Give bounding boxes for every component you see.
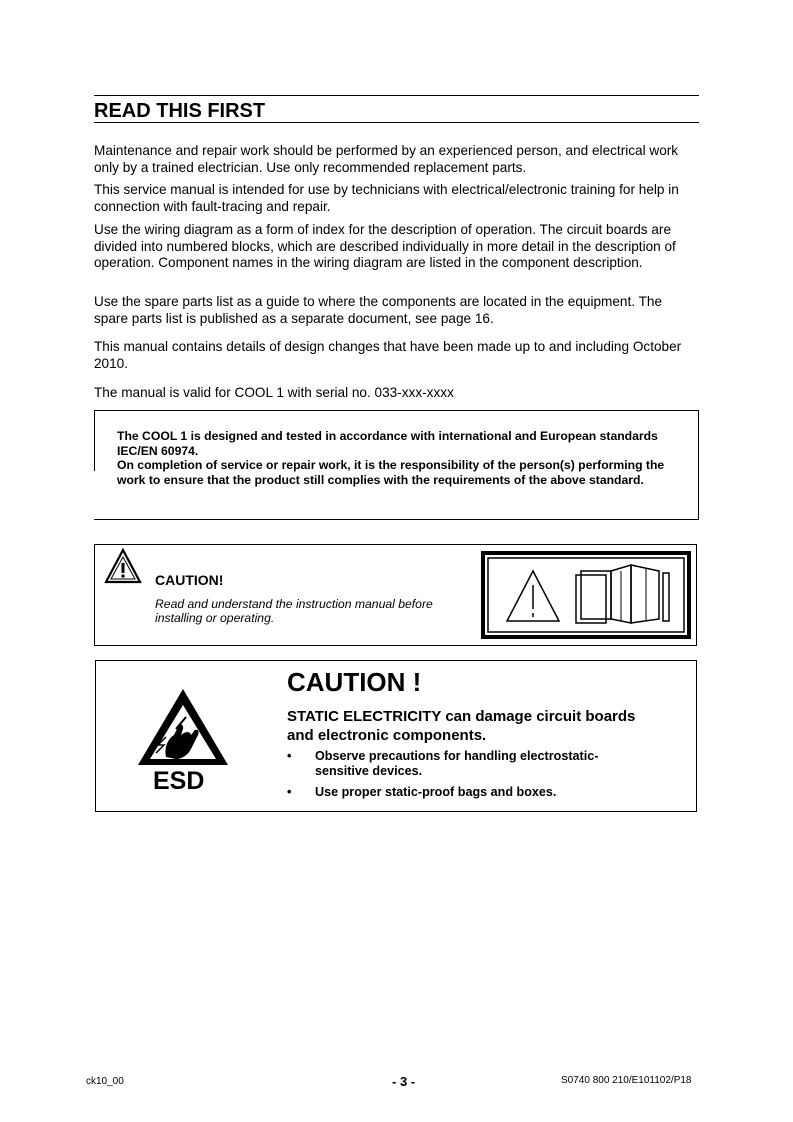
esd-box (95, 660, 697, 812)
paragraph-design-changes: This manual contains details of design changes that have been made up to and including October 2010. (94, 339, 682, 371)
top-rule (94, 95, 699, 96)
paragraph-spare-parts: Use the spare parts list as a guide to where the components are located in the equipment. The spare parts list is published as a separate document, see page 16. (94, 294, 663, 326)
paragraph-wiring-diagram: Use the wiring diagram as a form of index for the description of operation. The circuit boards are divided into numbered blocks, which are described individually in more detail in the description of operation. Component names in the wiring diagram are listed in the component description. (94, 222, 676, 270)
footer-page-number: - 3 - (392, 1074, 416, 1089)
paragraph-maintenance: Maintenance and repair work should be performed by an experienced person, and electrical work only by a trained electrician. Use only recommended replacement parts. (94, 143, 679, 175)
title-rule (94, 122, 699, 123)
esd-hand-icon (136, 687, 230, 767)
list-item (287, 749, 647, 778)
warning-triangle-icon (104, 548, 142, 584)
compliance-box (94, 410, 699, 520)
esd-subtitle: STATIC ELECTRICITY can damage circuit boards and electronic components. (287, 708, 636, 744)
compliance-standard: The COOL 1 is designed and tested in accordance with international and European standards IEC/EN 60974. (117, 429, 658, 458)
esd-label: ESD (153, 767, 205, 795)
footer-document-code: ck10_00 (86, 1076, 124, 1087)
bullet: • (287, 785, 292, 799)
bullet: • (287, 749, 292, 763)
list-item-text: Observe precautions for handling electrostatic-sensitive devices. (315, 749, 599, 778)
list-item-text: Use proper static-proof bags and boxes. (315, 785, 557, 799)
esd-precautions-list (287, 749, 647, 807)
caution-box (94, 544, 697, 646)
compliance-text (117, 429, 677, 488)
read-manual-icon (481, 551, 691, 639)
footer-reference: S0740 800 210/E101102/P18 (561, 1075, 692, 1086)
compliance-responsibility: On completion of service or repair work, it is the responsibility of the person(s) performing the work to ensure that the product still complies with the requirements of the above standard. (117, 458, 665, 488)
caution-text: Read and understand the instruction manual before installing or operating. (155, 597, 433, 626)
list-item (287, 785, 647, 800)
esd-caution-title: CAUTION ! (287, 667, 422, 697)
caution-heading: CAUTION! (155, 572, 224, 588)
paragraph-intended-use: This service manual is intended for use by technicians with electrical/electronic training for help in connection with fault-tracing and repair. (94, 182, 679, 214)
page-title: READ THIS FIRST (94, 100, 266, 122)
paragraph-validity: The manual is valid for COOL 1 with serial no. 033-xxx-xxxx (94, 385, 454, 400)
